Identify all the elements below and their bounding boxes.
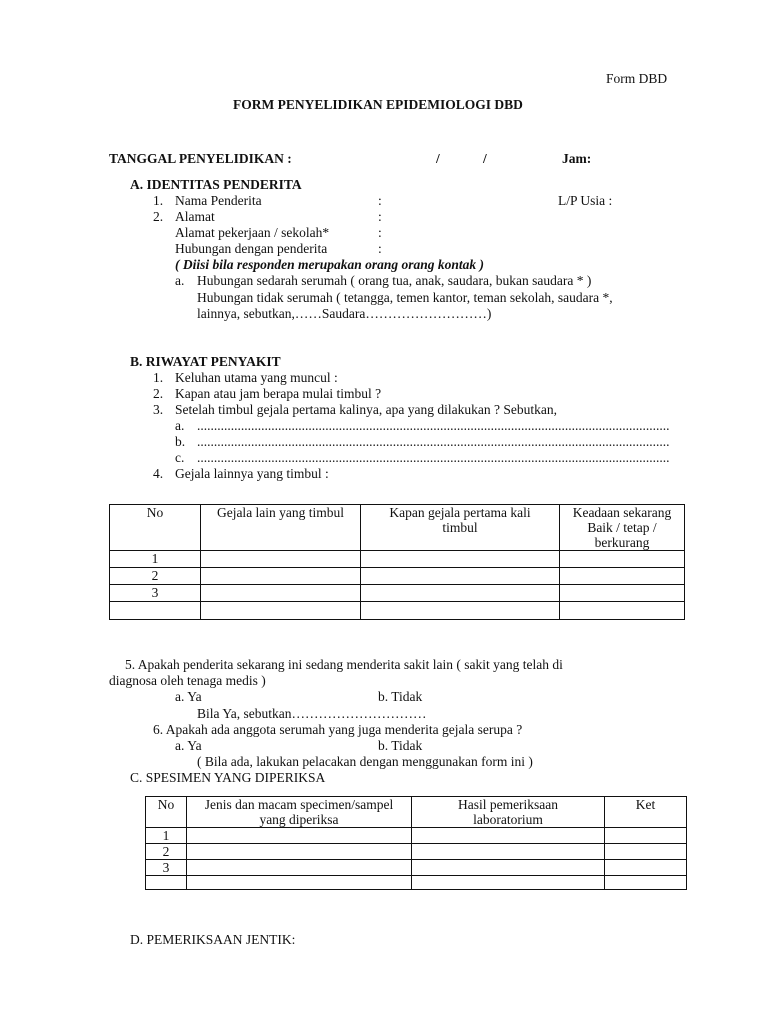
table-row-number: 2 bbox=[110, 568, 201, 585]
item-number: 1. bbox=[153, 193, 164, 208]
table-header-no: No bbox=[110, 505, 201, 551]
table-cell[interactable] bbox=[560, 602, 685, 620]
table-row-number: 1 bbox=[110, 551, 201, 568]
question-setelah: Setelah timbul gejala pertama kalinya, apa yang dilakukan ? Sebutkan, bbox=[175, 402, 557, 417]
field-label-alamat: Alamat bbox=[175, 209, 215, 224]
item-number: 2. bbox=[153, 386, 164, 401]
form-code: Form DBD bbox=[606, 71, 668, 86]
question-5-line-2: diagnosa oleh tenaga medis ) bbox=[109, 673, 266, 688]
table-cell[interactable] bbox=[412, 828, 605, 844]
table-cell[interactable] bbox=[412, 860, 605, 876]
tanggal-label: TANGGAL PENYELIDIKAN : bbox=[109, 151, 292, 166]
lainnya-text: lainnya, sebutkan,……Saudara………………………) bbox=[197, 306, 492, 321]
item-number: 1. bbox=[153, 370, 164, 385]
question-keluhan: Keluhan utama yang muncul : bbox=[175, 370, 338, 385]
table-cell[interactable] bbox=[187, 828, 412, 844]
answer-dotline[interactable]: ............................................................................................................................................ bbox=[197, 434, 670, 449]
bila-ya-sebutkan: Bila Ya, sebutkan………………………… bbox=[197, 706, 427, 721]
jam-label: Jam: bbox=[562, 151, 592, 166]
table-row-number bbox=[110, 602, 201, 620]
field-label-hubungan: Hubungan dengan penderita bbox=[175, 241, 328, 256]
hubungan-sedarah-text: Hubungan sedarah serumah ( orang tua, anak, saudara, bukan saudara * ) bbox=[197, 273, 592, 288]
gejala-table bbox=[109, 504, 685, 620]
section-b-heading: B. RIWAYAT PENYAKIT bbox=[130, 354, 281, 369]
table-cell[interactable] bbox=[560, 551, 685, 568]
table-cell[interactable] bbox=[201, 585, 361, 602]
question-gejala-lain: Gejala lainnya yang timbul : bbox=[175, 466, 329, 481]
table-cell[interactable] bbox=[201, 602, 361, 620]
option-tidak[interactable]: b. Tidak bbox=[378, 689, 423, 704]
table-header-ket: Ket bbox=[605, 797, 687, 828]
date-slash-1: / bbox=[436, 151, 440, 166]
table-header-kapan: Kapan gejala pertama kali timbul bbox=[361, 505, 560, 551]
hubungan-tidak-serumah-text: Hubungan tidak serumah ( tetangga, temen kantor, teman sekolah, saudara *, bbox=[197, 290, 613, 305]
question-kapan: Kapan atau jam berapa mulai timbul ? bbox=[175, 386, 382, 401]
table-header-hasil: Hasil pemeriksaan laboratorium bbox=[412, 797, 605, 828]
table-cell[interactable] bbox=[412, 844, 605, 860]
answer-letter: b. bbox=[175, 434, 186, 449]
table-cell[interactable] bbox=[201, 551, 361, 568]
field-colon: : bbox=[378, 209, 382, 224]
table-header-gejala: Gejala lain yang timbul bbox=[201, 505, 361, 551]
table-cell[interactable] bbox=[361, 602, 560, 620]
option-ya[interactable]: a. Ya bbox=[175, 738, 202, 753]
bila-ada-note: ( Bila ada, lakukan pelacakan dengan menggunakan form ini ) bbox=[197, 754, 533, 769]
question-5-line-1: 5. Apakah penderita sekarang ini sedang menderita sakit lain ( sakit yang telah di bbox=[125, 657, 563, 672]
answer-letter: a. bbox=[175, 418, 185, 433]
field-colon: : bbox=[378, 193, 382, 208]
section-a-heading: A. IDENTITAS PENDERITA bbox=[130, 177, 302, 192]
table-row-number: 2 bbox=[146, 844, 187, 860]
table-cell[interactable] bbox=[187, 876, 412, 890]
table-cell[interactable] bbox=[187, 860, 412, 876]
field-label-alamat-pekerjaan: Alamat pekerjaan / sekolah* bbox=[175, 225, 330, 240]
sub-letter: a. bbox=[175, 273, 185, 288]
responden-note: ( Diisi bila responden merupakan orang orang kontak ) bbox=[175, 257, 485, 272]
item-number: 4. bbox=[153, 466, 164, 481]
table-cell[interactable] bbox=[201, 568, 361, 585]
table-cell[interactable] bbox=[605, 828, 687, 844]
table-cell[interactable] bbox=[412, 876, 605, 890]
field-label-nama: Nama Penderita bbox=[175, 193, 262, 208]
table-cell[interactable] bbox=[187, 844, 412, 860]
table-cell[interactable] bbox=[605, 876, 687, 890]
item-number: 2. bbox=[153, 209, 164, 224]
answer-dotline[interactable]: ............................................................................................................................................ bbox=[197, 450, 670, 465]
section-c-heading: C. SPESIMEN YANG DIPERIKSA bbox=[130, 770, 326, 785]
answer-letter: c. bbox=[175, 450, 185, 465]
table-row-number: 3 bbox=[110, 585, 201, 602]
question-6: 6. Apakah ada anggota serumah yang juga menderita gejala serupa ? bbox=[153, 722, 523, 737]
field-colon: : bbox=[378, 225, 382, 240]
spesimen-table bbox=[145, 796, 687, 890]
date-slash-2: / bbox=[483, 151, 487, 166]
table-row-number bbox=[146, 876, 187, 890]
table-row-number: 1 bbox=[146, 828, 187, 844]
table-cell[interactable] bbox=[605, 844, 687, 860]
option-tidak[interactable]: b. Tidak bbox=[378, 738, 423, 753]
table-cell[interactable] bbox=[560, 585, 685, 602]
answer-dotline[interactable]: ............................................................................................................................................ bbox=[197, 418, 670, 433]
option-ya[interactable]: a. Ya bbox=[175, 689, 202, 704]
table-row-number: 3 bbox=[146, 860, 187, 876]
table-header-no: No bbox=[146, 797, 187, 828]
section-d-heading: D. PEMERIKSAAN JENTIK: bbox=[130, 932, 296, 947]
lp-usia-label: L/P Usia : bbox=[558, 193, 613, 208]
table-cell[interactable] bbox=[560, 568, 685, 585]
table-cell[interactable] bbox=[361, 551, 560, 568]
table-cell[interactable] bbox=[605, 860, 687, 876]
field-colon: : bbox=[378, 241, 382, 256]
table-cell[interactable] bbox=[361, 568, 560, 585]
table-header-keadaan: Keadaan sekarang Baik / tetap / berkurang bbox=[560, 505, 685, 551]
table-header-jenis: Jenis dan macam specimen/sampel yang diperiksa bbox=[187, 797, 412, 828]
item-number: 3. bbox=[153, 402, 164, 417]
form-title: FORM PENYELIDIKAN EPIDEMIOLOGI DBD bbox=[233, 97, 523, 112]
table-cell[interactable] bbox=[361, 585, 560, 602]
